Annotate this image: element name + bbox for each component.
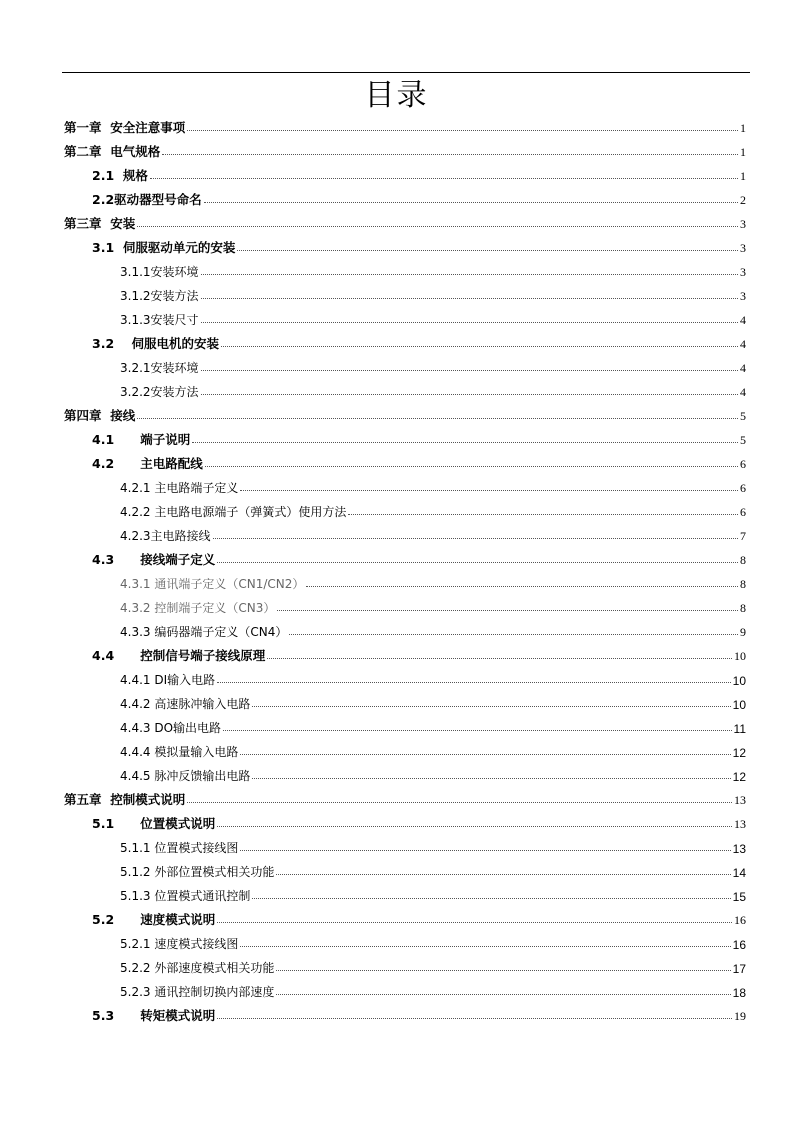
toc-entry-label: 第三章 安装 (64, 216, 136, 231)
toc-dot-leader (201, 322, 738, 323)
toc-entry-label: 2.2驱动器型号命名 (92, 192, 202, 207)
toc-entry[interactable] (120, 524, 746, 544)
toc-dot-leader (240, 490, 738, 491)
toc-page-number: 3 (740, 241, 746, 255)
toc-dot-leader (217, 826, 732, 827)
toc-dot-leader (201, 298, 738, 299)
toc-page-number: 8 (740, 577, 746, 591)
toc-page-number: 12 (732, 770, 746, 784)
toc-entry-label: 3.2.2安装方法 (120, 385, 199, 399)
toc-entry-label: 5.2.3 通讯控制切换内部速度 (120, 985, 275, 999)
toc-entry[interactable] (120, 884, 746, 904)
toc-page-number: 2 (740, 193, 746, 207)
toc-page-number: 8 (740, 601, 746, 615)
toc-page-number: 4 (740, 361, 746, 375)
toc-entry[interactable] (120, 380, 746, 400)
toc-entry[interactable] (120, 692, 746, 712)
toc-page-number: 13 (734, 793, 746, 807)
toc-dot-leader (348, 514, 738, 515)
toc-page-number: 12 (732, 746, 746, 760)
toc-entry-label: 3.1.2安装方法 (120, 289, 199, 303)
toc-dot-leader (217, 1018, 732, 1019)
toc-dot-leader (137, 418, 738, 419)
toc-entry-label: 第一章 安全注意事项 (64, 120, 186, 135)
toc-entry[interactable] (120, 356, 746, 376)
toc-page-number: 1 (740, 169, 746, 183)
toc-entry-label: 第五章 控制模式说明 (64, 792, 186, 807)
toc-entry[interactable] (64, 212, 746, 232)
toc-entry[interactable] (64, 140, 746, 160)
toc-dot-leader (240, 754, 730, 755)
toc-entry[interactable] (92, 452, 746, 472)
toc-entry[interactable] (92, 332, 746, 352)
toc-page-number: 17 (732, 962, 746, 976)
toc-entry-label: 5.2 速度模式说明 (92, 912, 216, 927)
toc-entry[interactable] (120, 716, 746, 736)
toc-dot-leader (137, 226, 738, 227)
toc-entry-label: 4.3.2 控制端子定义（CN3） (120, 601, 276, 615)
toc-entry[interactable] (92, 548, 746, 568)
toc-page-number: 8 (740, 553, 746, 567)
toc-entry[interactable] (92, 188, 746, 208)
toc-page-number: 3 (740, 265, 746, 279)
toc-entry-label: 3.2.1安装环境 (120, 361, 199, 375)
toc-dot-leader (187, 802, 732, 803)
toc-dot-leader (217, 562, 738, 563)
toc-entry-label: 5.1.2 外部位置模式相关功能 (120, 865, 275, 879)
toc-entry-label: 第二章 电气规格 (64, 144, 161, 159)
toc-entry[interactable] (120, 308, 746, 328)
toc-entry-label: 4.2.1 主电路端子定义 (120, 481, 239, 495)
toc-page-number: 4 (740, 337, 746, 351)
toc-entry[interactable] (120, 284, 746, 304)
toc-entry[interactable] (120, 620, 746, 640)
toc-entry-label: 4.2 主电路配线 (92, 456, 203, 471)
toc-page-number: 10 (732, 674, 746, 688)
toc-page-number: 13 (734, 817, 746, 831)
toc-page-number: 19 (734, 1009, 746, 1023)
toc-entry[interactable] (92, 644, 746, 664)
toc-entry-label: 3.1 伺服驱动单元的安装 (92, 240, 236, 255)
toc-entry-label: 2.1 规格 (92, 168, 148, 183)
toc-page-number: 15 (732, 890, 746, 904)
toc-entry[interactable] (120, 956, 746, 976)
toc-entry-label: 4.2.2 主电路电源端子（弹簧式）使用方法 (120, 505, 347, 519)
toc-entry-label: 第四章 接线 (64, 408, 136, 423)
toc-entry-label: 4.4.4 模拟量输入电路 (120, 745, 239, 759)
toc-page-number: 6 (740, 481, 746, 495)
toc-entry-label: 3.1.3安装尺寸 (120, 313, 199, 327)
toc-entry[interactable] (120, 260, 746, 280)
toc-dot-leader (217, 682, 731, 683)
toc-dot-leader (201, 274, 738, 275)
toc-entry[interactable] (120, 500, 746, 520)
toc-page-number: 5 (740, 433, 746, 447)
toc-dot-leader (240, 946, 730, 947)
toc-entry[interactable] (120, 860, 746, 880)
toc-dot-leader (237, 250, 738, 251)
toc-entry-label: 5.2.2 外部速度模式相关功能 (120, 961, 275, 975)
toc-page-number: 13 (732, 842, 746, 856)
toc-dot-leader (267, 658, 732, 659)
toc-dot-leader (204, 202, 738, 203)
toc-entry-label: 4.4.5 脉冲反馈输出电路 (120, 769, 251, 783)
toc-entry[interactable] (120, 980, 746, 1000)
toc-dot-leader (289, 634, 738, 635)
page-title: 目录 (364, 78, 429, 113)
toc-entry[interactable] (64, 788, 746, 808)
toc-dot-leader (252, 778, 730, 779)
toc-dot-leader (217, 922, 732, 923)
toc-dot-leader (277, 610, 738, 611)
toc-dot-leader (187, 130, 738, 131)
toc-entry[interactable] (92, 1004, 746, 1024)
toc-entry-label: 4.2.3主电路接线 (120, 529, 211, 543)
toc-entry-label: 5.1.3 位置模式通讯控制 (120, 889, 251, 903)
toc-dot-leader (162, 154, 738, 155)
toc-page-number: 16 (734, 913, 746, 927)
toc-entry-label: 3.1.1安装环境 (120, 265, 199, 279)
header-rule (62, 72, 750, 73)
toc-entry-label: 3.2 伺服电机的安装 (92, 336, 220, 351)
toc-entry-label: 4.4 控制信号端子接线原理 (92, 648, 266, 663)
toc-dot-leader (240, 850, 730, 851)
toc-page-number: 10 (734, 649, 746, 663)
toc-entry[interactable] (120, 740, 746, 760)
toc-dot-leader (276, 970, 730, 971)
toc-dot-leader (213, 538, 738, 539)
toc-entry-label: 5.1.1 位置模式接线图 (120, 841, 239, 855)
toc-page-number: 9 (740, 625, 746, 639)
toc-dot-leader (192, 442, 738, 443)
toc-page-number: 6 (740, 457, 746, 471)
toc-dot-leader (252, 706, 730, 707)
toc-entry-label: 4.3.3 编码器端子定义（CN4） (120, 625, 288, 639)
toc-page-number: 1 (740, 121, 746, 135)
toc-entry-label: 5.3 转矩模式说明 (92, 1008, 216, 1023)
toc-entry-label: 4.4.3 DO输出电路 (120, 721, 222, 735)
toc-dot-leader (201, 370, 738, 371)
toc-entry[interactable] (92, 428, 746, 448)
toc-page-number: 18 (732, 986, 746, 1000)
toc-entry[interactable] (92, 908, 746, 928)
toc-entry-label: 4.4.1 DI输入电路 (120, 673, 216, 687)
toc-entry[interactable] (120, 596, 746, 616)
toc-entry[interactable] (120, 836, 746, 856)
toc-page-number: 10 (732, 698, 746, 712)
toc-entry[interactable] (92, 236, 746, 256)
toc-dot-leader (205, 466, 738, 467)
toc-dot-leader (306, 586, 738, 587)
toc-dot-leader (223, 730, 731, 731)
toc-entry[interactable] (120, 668, 746, 688)
toc-dot-leader (201, 394, 738, 395)
toc-page-number: 4 (740, 385, 746, 399)
toc-dot-leader (221, 346, 738, 347)
toc-entry[interactable] (64, 116, 746, 136)
toc-dot-leader (252, 898, 730, 899)
toc-entry-label: 5.1 位置模式说明 (92, 816, 216, 831)
toc-dot-leader (276, 874, 730, 875)
toc-entry-label: 4.3.1 通讯端子定义（CN1/CN2） (120, 577, 305, 591)
toc-entry-label: 4.3 接线端子定义 (92, 552, 216, 567)
toc-page-number: 5 (740, 409, 746, 423)
toc-page-number: 11 (733, 722, 746, 736)
toc-page-number: 6 (740, 505, 746, 519)
toc-dot-leader (150, 178, 738, 179)
toc-entry[interactable] (64, 404, 746, 424)
toc-page-number: 3 (740, 289, 746, 303)
toc-dot-leader (276, 994, 730, 995)
toc-entry-label: 4.4.2 高速脉冲输入电路 (120, 697, 251, 711)
toc-entry[interactable] (92, 164, 746, 184)
toc-entry-label: 5.2.1 速度模式接线图 (120, 937, 239, 951)
toc-entry[interactable] (120, 764, 746, 784)
toc-entry[interactable] (120, 932, 746, 952)
toc-page-number: 3 (740, 217, 746, 231)
toc-entry[interactable] (120, 476, 746, 496)
toc-entry[interactable] (92, 812, 746, 832)
toc-entry-label: 4.1 端子说明 (92, 432, 191, 447)
toc-page-number: 1 (740, 145, 746, 159)
toc-entry[interactable] (120, 572, 746, 592)
toc-page-number: 14 (732, 866, 746, 880)
toc-page-number: 4 (740, 313, 746, 327)
toc-page-number: 16 (732, 938, 746, 952)
toc-page-number: 7 (740, 529, 746, 543)
